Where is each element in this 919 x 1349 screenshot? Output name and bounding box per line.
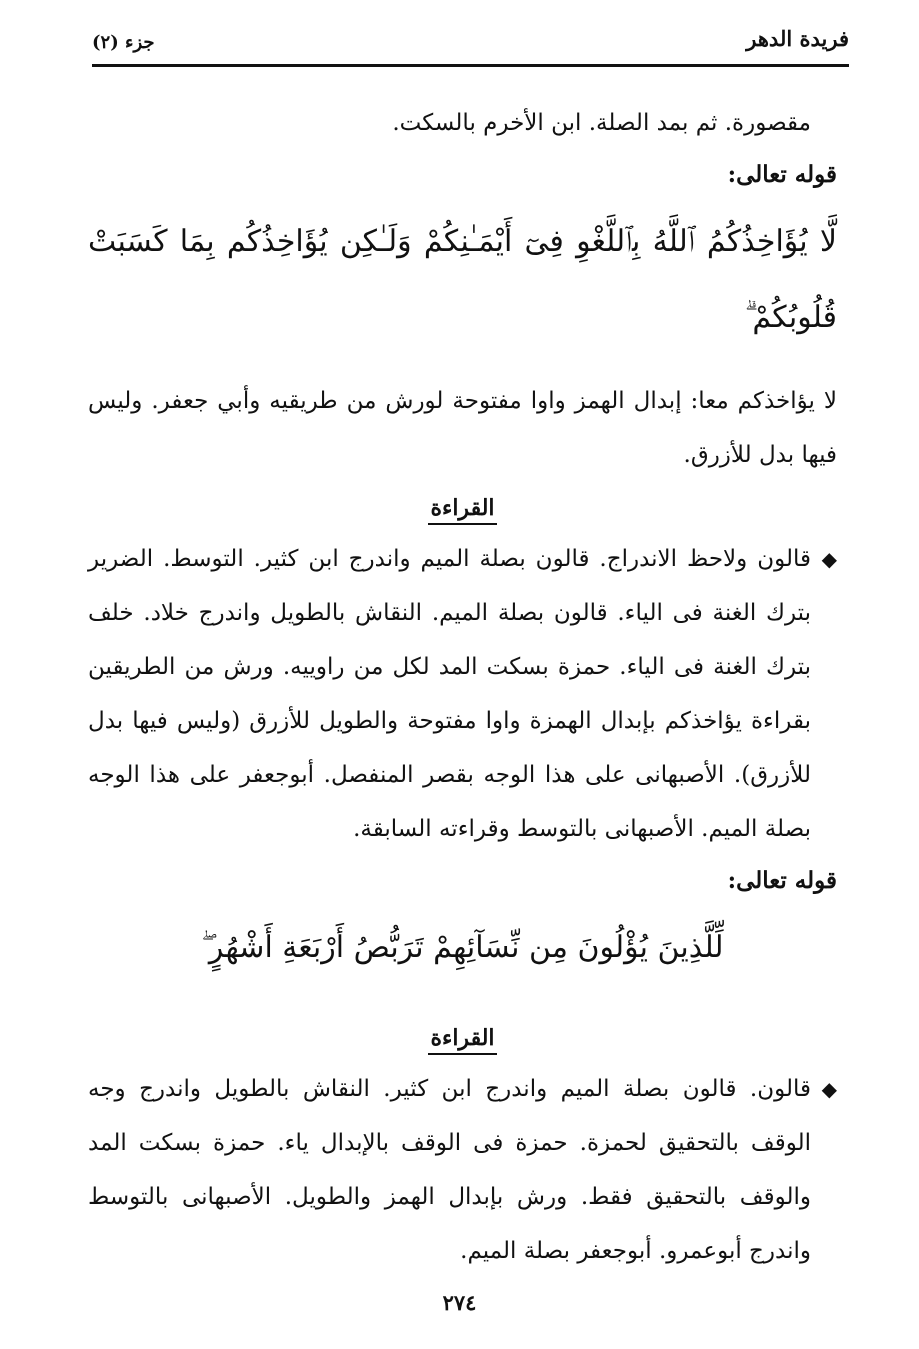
volume-label: جزء (٢) — [92, 32, 155, 53]
section-heading — [88, 1018, 837, 1058]
reading-paragraph: قالون. قالون بصلة الميم واندرج ابن كثير. النقاش بالطويل واندرج وجه الوقف بالتحقيق لحمزة. حمزة فى الوقف بالإبدال ياء. حمزة بسكت المد والوقف بالتحقيق فقط. ورش بإبدال الهمز والطويل. الأصبهانى بالتوسط واندرج أبوعمرو. أبوجعفر بصلة الميم. — [88, 1076, 811, 1264]
heading-text: القراءة — [428, 1025, 496, 1055]
quran-verse: لَّا يُؤَاخِذُكُمُ ٱللَّهُ بِٱللَّغْوِ فِىٓ أَيْمَـٰنِكُمْ وَلَـٰكِن يُؤَاخِذُكُم بِمَا كَسَبَتْ قُلُوبُكُمْ ۗ — [88, 224, 837, 335]
verse-label: قوله تعالى: — [727, 867, 837, 894]
reading-item — [88, 532, 837, 856]
page-header — [92, 24, 849, 67]
quran-verse: لِّلَّذِينَ يُؤْلُونَ مِن نِّسَآئِهِمْ تَرَبُّصُ أَرْبَعَةِ أَشْهُرٍ ۖ — [201, 930, 724, 965]
page-body — [88, 96, 837, 1278]
intro-line: مقصورة. ثم بمد الصلة. ابن الأخرم بالسكت. — [392, 110, 811, 136]
book-title: فريدة الدهر — [746, 26, 849, 51]
section-heading — [88, 488, 837, 528]
explanation-paragraph: لا يؤاخذكم معا: إبدال الهمز واوا مفتوحة لورش من طريقيه وأبي جعفر. وليس فيها بدل للأزرق. — [88, 388, 837, 468]
page-number: ٢٧٤ — [442, 1290, 477, 1315]
diamond-bullet-icon: ◆ — [821, 1077, 837, 1101]
diamond-bullet-icon: ◆ — [821, 547, 837, 571]
heading-text: القراءة — [428, 495, 496, 525]
reading-paragraph: قالون ولاحظ الاندراج. قالون بصلة الميم واندرج ابن كثير. التوسط. الضرير بترك الغنة فى الياء. قالون بصلة الميم. النقاش بالطويل واندرج خلاد. خلف بترك الغنة فى الياء. حمزة بسكت المد لكل من راوييه. ورش من الطريقين بقراءة يؤاخذكم بإبدال الهمزة واوا مفتوحة والطويل للأزرق (وليس فيها بدل للأزرق). الأصبهانى على هذا الوجه بقصر المنفصل. أبوجعفر على هذا الوجه بصلة الميم. الأصبهانى بالتوسط وقراءته السابقة. — [88, 546, 811, 842]
reading-item — [88, 1062, 837, 1278]
verse-label: قوله تعالى: — [727, 161, 837, 188]
